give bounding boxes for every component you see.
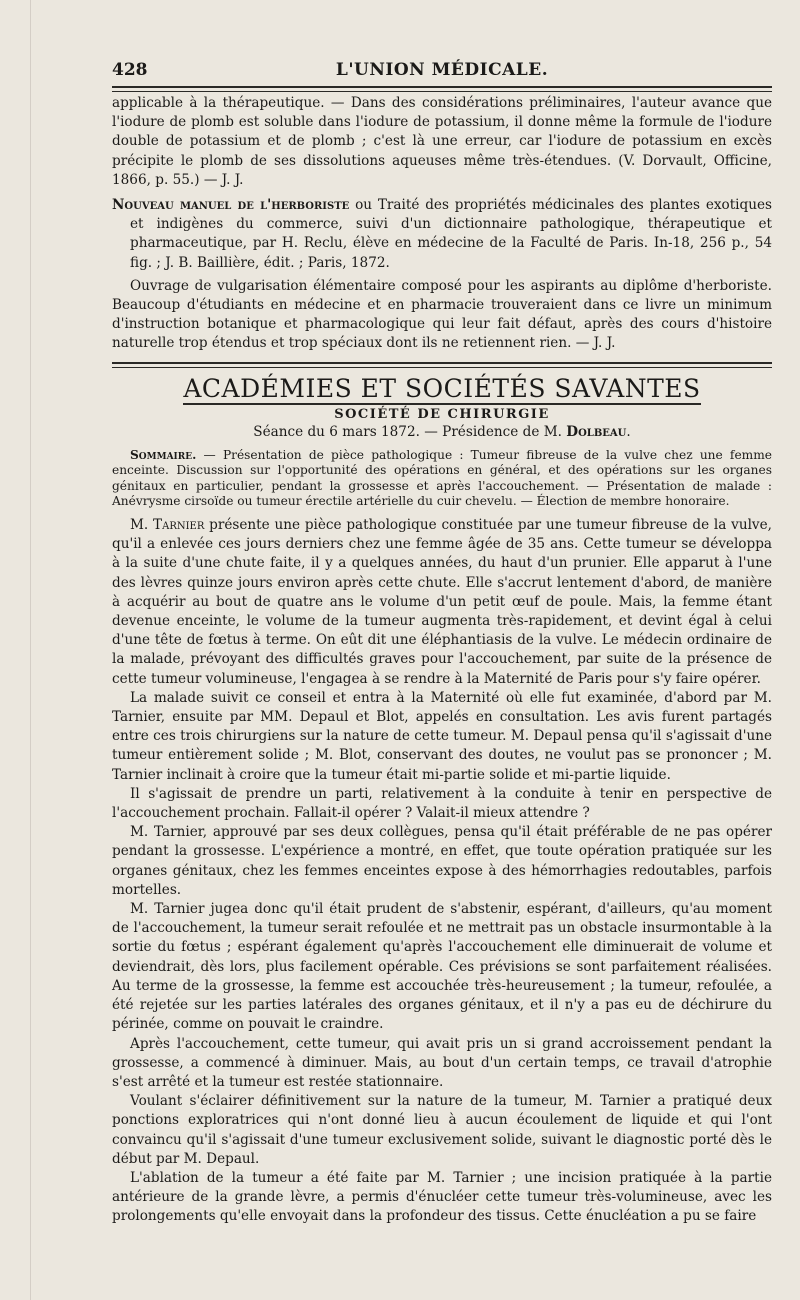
- entry-title: Nouveau manuel de l'herboriste: [112, 197, 350, 214]
- article-body: [112, 516, 772, 1227]
- entry-review: Ouvrage de vulgarisation élémentaire composé pour les aspirants au diplôme d'herboriste. Beaucoup d'étudiants en médecine et en pharmacie trouveraient dans ce livre un minimum d'instruction botanique et pharmacologique qui leur fait défaut, après des cours d'histoire naturelle trop étendus et trop spéciaux dont ils ne retiennent rien. — J. J.: [112, 277, 772, 352]
- seance-suffix: .: [626, 423, 631, 440]
- paragraph-lead: M. Tarnier: [130, 517, 205, 534]
- body-paragraph: Il s'agissait de prendre un parti, relativement à la conduite à tenir en perspective de l'accouchement prochain. Fallait-il opérer ? Valait-il mieux attendre ?: [112, 785, 772, 822]
- president-name: Dolbeau: [566, 423, 627, 440]
- section-rule: [112, 362, 772, 364]
- society-heading: SOCIÉTÉ DE CHIRURGIE: [334, 406, 550, 422]
- entry-text: ou Traité des propriétés médicinales des plantes exotiques et indigènes du commerce, suivi d'un dictionnaire pathologique, thérapeutique et pharmaceutique, par H. Reclu, élève en médecine de la Faculté de Paris. In-18, 256 p., 54 fig. ; J. B. Baillière, édit. ; Paris, 1872.: [130, 197, 772, 271]
- body-paragraph: Après l'accouchement, cette tumeur, qui avait pris un si grand accroissement pendant la grossesse, a commencé à diminuer. Mais, au bout d'un certain temps, ce travail d'atrophie s'est arrêté et la tumeur est restée stationnaire.: [112, 1035, 772, 1090]
- seance-line: [112, 424, 772, 440]
- header-rule: [112, 91, 772, 92]
- review-intro-paragraph: applicable à la thérapeutique. — Dans des considérations préliminaires, l'auteur avance que l'iodure de plomb est soluble dans l'iodure de potassium, il donne même la formule de l'iodure double de potassium et de plomb ; c'est là une erreur, car l'iodure de potassium en excès précipite le plomb de ses dissolutions aqueuses même très-étendues. (V. Dorvault, Officine, 1866, p. 55.) — J. J.: [112, 95, 772, 188]
- paragraph-text: présente une pièce pathologique constituée par une tumeur fibreuse de la vulve, qu'il a enlevée ces jours derniers chez une femme âgée de 35 ans. Cette tumeur se développa à la suite d'une chute faite, il y a quelques années, du haut d'un prunier. Elle apparut à l'une des lèvres quinze jours environ après cette chute. Elle s'accrut lentement d'abord, de manière à acquérir au bout de quatre ans le volume d'un petit œuf de poule. Mais, la femme étant devenue enceinte, le volume de la tumeur augmenta très-rapidement, et devint égal à celui d'une tête de fœtus à terme. On eût dit une éléphantiasis de la vulve. Le médecin ordinaire de la malade, prévoyant des difficultés graves pour l'accouchement, par suite de la présence de cette tumeur volumineuse, l'engagea à se rendre à la Maternité de Paris pour s'y faire opérer.: [112, 517, 772, 687]
- page-edge: [30, 0, 31, 1300]
- seance-prefix: Séance du 6 mars 1872. — Présidence de M.: [253, 423, 567, 440]
- body-paragraph: [112, 516, 772, 689]
- section-rule-thin: [112, 367, 772, 368]
- running-title: L'UNION MÉDICALE.: [335, 60, 549, 80]
- bibliography-entry: [112, 196, 772, 273]
- body-paragraph: Voulant s'éclairer définitivement sur la nature de la tumeur, M. Tarnier a pratiqué deux ponctions exploratrices qui n'ont donné lieu à aucun écoulement de liquide et qui l'ont convaincu qu'il s'agissait d'une tumeur exclusivement solide, suivant le diagnostic porté dès le début par M. Depaul.: [112, 1093, 772, 1167]
- page-header: [112, 56, 772, 88]
- section-title-text: ACADÉMIES ET SOCIÉTÉS SAVANTES: [183, 373, 701, 403]
- summary-lead: Sommaire.: [130, 447, 197, 462]
- section-title: [112, 374, 772, 403]
- body-paragraph: M. Tarnier, approuvé par ses deux collègues, pensa qu'il était préférable de ne pas opérer pendant la grossesse. L'expérience a montré, en effet, que toute opération pratiquée sur les organes génitaux, chez les femmes enceintes expose à des hémorrhagies redoutables, parfois mortelles.: [112, 824, 772, 898]
- body-paragraph: La malade suivit ce conseil et entra à la Maternité où elle fut examinée, d'abord par M. Tarnier, ensuite par MM. Depaul et Blot, appelés en consultation. Les avis furent partagés entre ces trois chirurgiens sur la nature de cette tumeur. M. Depaul pensa qu'il s'agissait d'une tumeur entièrement solide ; M. Blot, conservant des doutes, ne voulut pas se prononcer ; M. Tarnier inclinait à croire que la tumeur était mi-partie solide et mi-partie liquide.: [112, 689, 772, 783]
- session-summary: [112, 448, 772, 510]
- body-paragraph: M. Tarnier jugea donc qu'il était prudent de s'abstenir, espérant, d'ailleurs, qu'au moment de l'accouchement, la tumeur serait refoulée et ne mettrait pas un obstacle insurmontable à la sortie du fœtus ; espérant également qu'après l'accouchement elle diminuerait de volume et deviendrait, dès lors, plus facilement opérable. Ces prévisions se sont parfaitement réalisées. Au terme de la grossesse, la femme est accouchée très-heureusement ; la tumeur, refoulée, a été rejetée sur les parties latérales des organes génitaux, et il n'y a pas eu de déchirure du périnée, comme on pouvait le craindre.: [112, 901, 772, 1033]
- body-paragraph: L'ablation de la tumeur a été faite par M. Tarnier ; une incision pratiquée à la partie antérieure de la grande lèvre, a permis d'énucléer cette tumeur très-volumineuse, avec les prolongements qu'elle envoyait dans la profondeur des tissus. Cette énucléation a pu se faire: [112, 1169, 772, 1225]
- summary-text: — Présentation de pièce pathologique : Tumeur fibreuse de la vulve chez une femme enceinte. Discussion sur l'opportunité des opérations en général, et des opérations sur les organes génitaux en particulier, pendant la grossesse et après l'accouchement. — Présentation de malade : Anévrysme cirsoïde ou tumeur érectile artérielle du cuir chevelu. — Élection de membre honoraire.: [112, 447, 772, 509]
- page-number: 428: [112, 60, 148, 80]
